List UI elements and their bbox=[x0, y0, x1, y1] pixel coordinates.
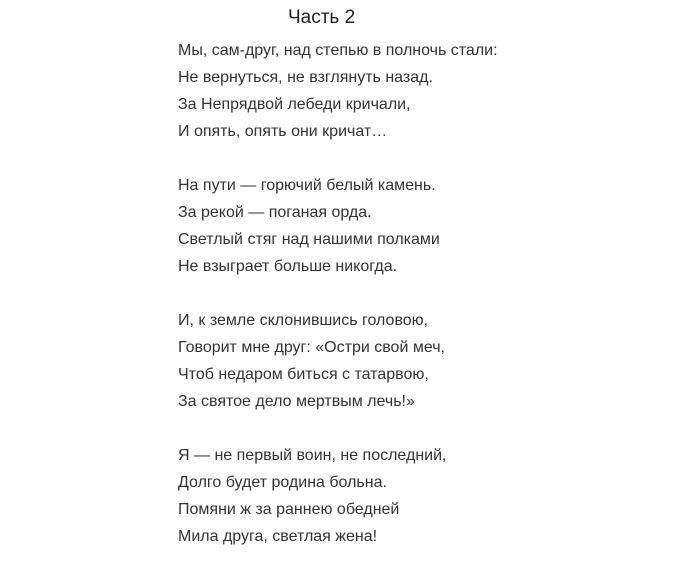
stanza-4 bbox=[178, 442, 678, 550]
poem-title: Часть 2 bbox=[288, 7, 356, 28]
poem-line: Говорит мне друг: «Остри свой меч, bbox=[178, 339, 445, 356]
poem-line: За святое дело мертвым лечь!» bbox=[178, 393, 415, 410]
stanza-2 bbox=[178, 172, 678, 280]
poem-line: На пути — горючий белый камень. bbox=[178, 177, 436, 194]
poem-line: Чтоб недаром биться с татарвою, bbox=[178, 366, 429, 383]
poem-line: Мила друга, светлая жена! bbox=[178, 528, 378, 545]
poem-line: Не вернуться, не взглянуть назад. bbox=[178, 69, 433, 86]
poem-line: Мы, сам-друг, над степью в полночь стали: bbox=[178, 42, 498, 59]
poem-line: За рекой — поганая орда. bbox=[178, 204, 372, 221]
poem-line: И, к земле склонившись головою, bbox=[178, 312, 429, 329]
poem-line: Долго будет родина больна. bbox=[178, 474, 387, 491]
stanza-3 bbox=[178, 307, 678, 415]
poem-line: Светлый стяг над нашими полками bbox=[178, 231, 440, 248]
poem-line: И опять, опять они кричат… bbox=[178, 123, 388, 140]
poem-body bbox=[178, 37, 678, 577]
poem-line: Не взыграет больше никогда. bbox=[178, 258, 398, 275]
stanza-1 bbox=[178, 37, 678, 145]
poem-line: Я — не первый воин, не последний, bbox=[178, 447, 447, 464]
poem-line: Помяни ж за раннею обедней bbox=[178, 501, 400, 518]
poem-line: За Непрядвой лебеди кричали, bbox=[178, 96, 411, 113]
